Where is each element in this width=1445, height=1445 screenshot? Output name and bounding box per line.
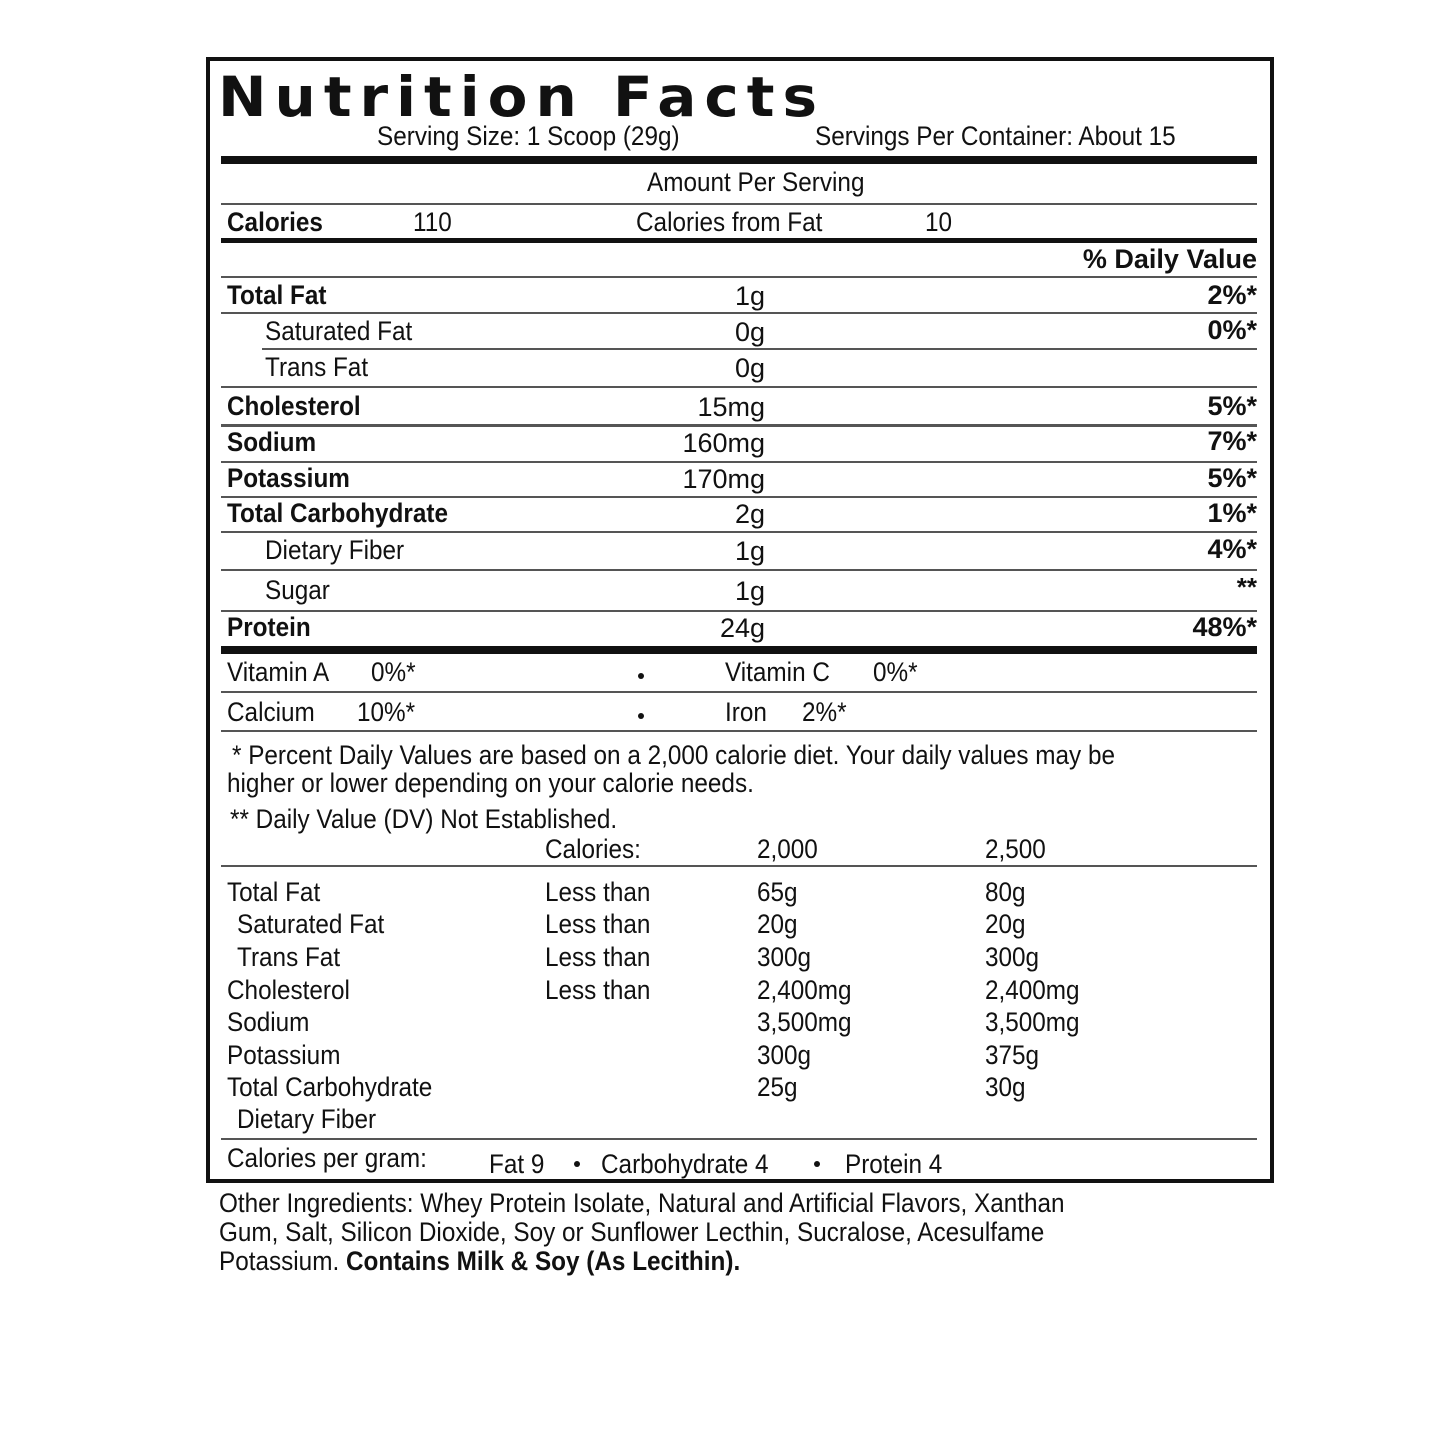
divider-thick: [221, 646, 1257, 654]
footnote-percent-dv-continued: higher or lower depending on your calorie needs.: [227, 768, 754, 798]
reference-value-2500: 20g: [985, 909, 1026, 939]
bullet-icon: [814, 1161, 820, 1167]
reference-value-2000: 3,500mg: [757, 1007, 852, 1037]
calories-per-gram-protein: Protein 4: [845, 1149, 943, 1179]
nutrient-daily-value: 2%*: [1207, 280, 1257, 310]
reference-name: Potassium: [227, 1040, 341, 1070]
divider: [221, 1138, 1257, 1140]
calories-value: 110: [413, 207, 452, 237]
reference-value-2000: 300g: [757, 942, 812, 972]
nutrient-amount: 170mg: [682, 464, 765, 494]
divider-thick: [221, 156, 1257, 164]
reference-value-2500: 80g: [985, 877, 1026, 907]
vitamin-value: 0%*: [873, 657, 918, 687]
reference-calories-2000: 2,000: [757, 834, 818, 864]
nutrient-name: Sugar: [265, 575, 330, 605]
divider: [221, 386, 1257, 388]
calories-from-fat-label: Calories from Fat: [636, 207, 823, 237]
reference-calories-label: Calories:: [545, 834, 641, 864]
divider: [262, 348, 1257, 350]
vitamin-name: Vitamin A: [227, 657, 330, 687]
reference-value-2500: 300g: [985, 942, 1040, 972]
reference-name: Cholesterol: [227, 975, 350, 1005]
calories-per-gram-fat: Fat 9: [489, 1149, 545, 1179]
reference-value-2000: 300g: [757, 1040, 812, 1070]
divider: [221, 531, 1257, 533]
vitamin-name: Iron: [725, 697, 767, 727]
reference-value-2000: 2,400mg: [757, 975, 852, 1005]
nutrient-amount: 1g: [734, 576, 765, 606]
calories-from-fat-value: 10: [925, 207, 953, 237]
nutrient-name: Cholesterol: [227, 391, 361, 421]
reference-name: Total Fat: [227, 877, 321, 907]
nutrient-amount: 2g: [734, 499, 765, 529]
reference-value-2000: 65g: [757, 877, 798, 907]
ingredients-line: [219, 1246, 798, 1276]
nutrient-daily-value: 5%*: [1207, 391, 1257, 421]
ingredients-line: Other Ingredients: Whey Protein Isolate, Natural and Artificial Flavors, Xanthan: [219, 1188, 1065, 1218]
ingredients-text: Potassium.: [219, 1246, 346, 1276]
reference-qualifier: Less than: [545, 877, 651, 907]
vitamin-value: 0%*: [371, 657, 416, 687]
nutrient-name: Total Carbohydrate: [227, 498, 448, 528]
nutrient-daily-value: **: [1236, 572, 1257, 602]
reference-name: Trans Fat: [237, 942, 341, 972]
daily-value-header: % Daily Value: [1082, 244, 1257, 274]
vitamin-name: Vitamin C: [725, 657, 830, 687]
divider: [221, 276, 1257, 278]
nutrient-daily-value: 7%*: [1207, 426, 1257, 456]
nutrient-daily-value: 5%*: [1207, 463, 1257, 493]
ingredients-line: Gum, Salt, Silicon Dioxide, Soy or Sunflower Lecthin, Sucralose, Acesulfame: [219, 1217, 1045, 1247]
nutrient-amount: 1g: [734, 281, 765, 311]
amount-per-serving: Amount Per Serving: [647, 167, 865, 197]
vitamin-name: Calcium: [227, 697, 315, 727]
footnote-dv-not-established: ** Daily Value (DV) Not Established.: [230, 804, 618, 834]
panel-title: Nutrition Facts: [218, 64, 825, 130]
reference-calories-2500: 2,500: [985, 834, 1046, 864]
reference-qualifier: Less than: [545, 975, 651, 1005]
divider: [221, 730, 1257, 732]
reference-value-2500: 2,400mg: [985, 975, 1080, 1005]
vitamin-value: 10%*: [357, 697, 416, 727]
bullet-icon: [574, 1161, 580, 1167]
calories-label: Calories: [227, 207, 323, 237]
bullet-icon: [638, 673, 644, 679]
reference-value-2000: 20g: [757, 909, 798, 939]
nutrient-amount: 1g: [734, 536, 765, 566]
nutrient-name: Protein: [227, 612, 311, 642]
reference-qualifier: Less than: [545, 909, 651, 939]
vitamin-value: 2%*: [802, 697, 847, 727]
nutrient-daily-value: 48%*: [1192, 612, 1257, 642]
divider: [221, 569, 1257, 571]
divider: [221, 203, 1257, 205]
nutrient-name: Sodium: [227, 427, 317, 457]
reference-value-2500: 375g: [985, 1040, 1040, 1070]
nutrient-name: Trans Fat: [265, 352, 369, 382]
divider: [221, 865, 1257, 867]
nutrient-amount: 15mg: [697, 392, 765, 422]
calories-per-gram-label: Calories per gram:: [227, 1143, 427, 1173]
reference-value-2500: 30g: [985, 1072, 1026, 1102]
reference-name: Total Carbohydrate: [227, 1072, 433, 1102]
reference-qualifier: Less than: [545, 942, 651, 972]
divider: [221, 461, 1257, 463]
allergen-statement: Contains Milk & Soy (As Lecithin).: [345, 1246, 741, 1276]
nutrient-daily-value: 4%*: [1207, 534, 1257, 564]
nutrient-name: Potassium: [227, 463, 350, 493]
nutrient-daily-value: 1%*: [1207, 498, 1257, 528]
divider: [221, 312, 1257, 314]
nutrient-amount: 0g: [734, 353, 765, 383]
divider: [221, 691, 1257, 693]
nutrient-amount: 160mg: [682, 428, 765, 458]
reference-value-2000: 25g: [757, 1072, 798, 1102]
nutrient-name: Saturated Fat: [265, 316, 413, 346]
reference-value-2500: 3,500mg: [985, 1007, 1080, 1037]
nutrient-amount: 24g: [719, 613, 765, 643]
bullet-icon: [638, 713, 644, 719]
nutrient-amount: 0g: [734, 317, 765, 347]
footnote-percent-dv: * Percent Daily Values are based on a 2,000 calorie diet. Your daily values may be: [232, 740, 1115, 770]
reference-name: Dietary Fiber: [237, 1104, 377, 1134]
divider: [221, 610, 1257, 612]
nutrient-name: Total Fat: [227, 280, 327, 310]
calories-per-gram-carbohydrate: Carbohydrate 4: [601, 1149, 769, 1179]
serving-size: Serving Size: 1 Scoop (29g): [377, 121, 680, 151]
nutrient-name: Dietary Fiber: [265, 535, 405, 565]
divider-medium: [221, 238, 1257, 243]
servings-per-container: Servings Per Container: About 15: [815, 121, 1176, 151]
reference-name: Sodium: [227, 1007, 310, 1037]
nutrient-daily-value: 0%*: [1207, 315, 1257, 345]
divider: [221, 424, 1257, 427]
reference-name: Saturated Fat: [237, 909, 385, 939]
